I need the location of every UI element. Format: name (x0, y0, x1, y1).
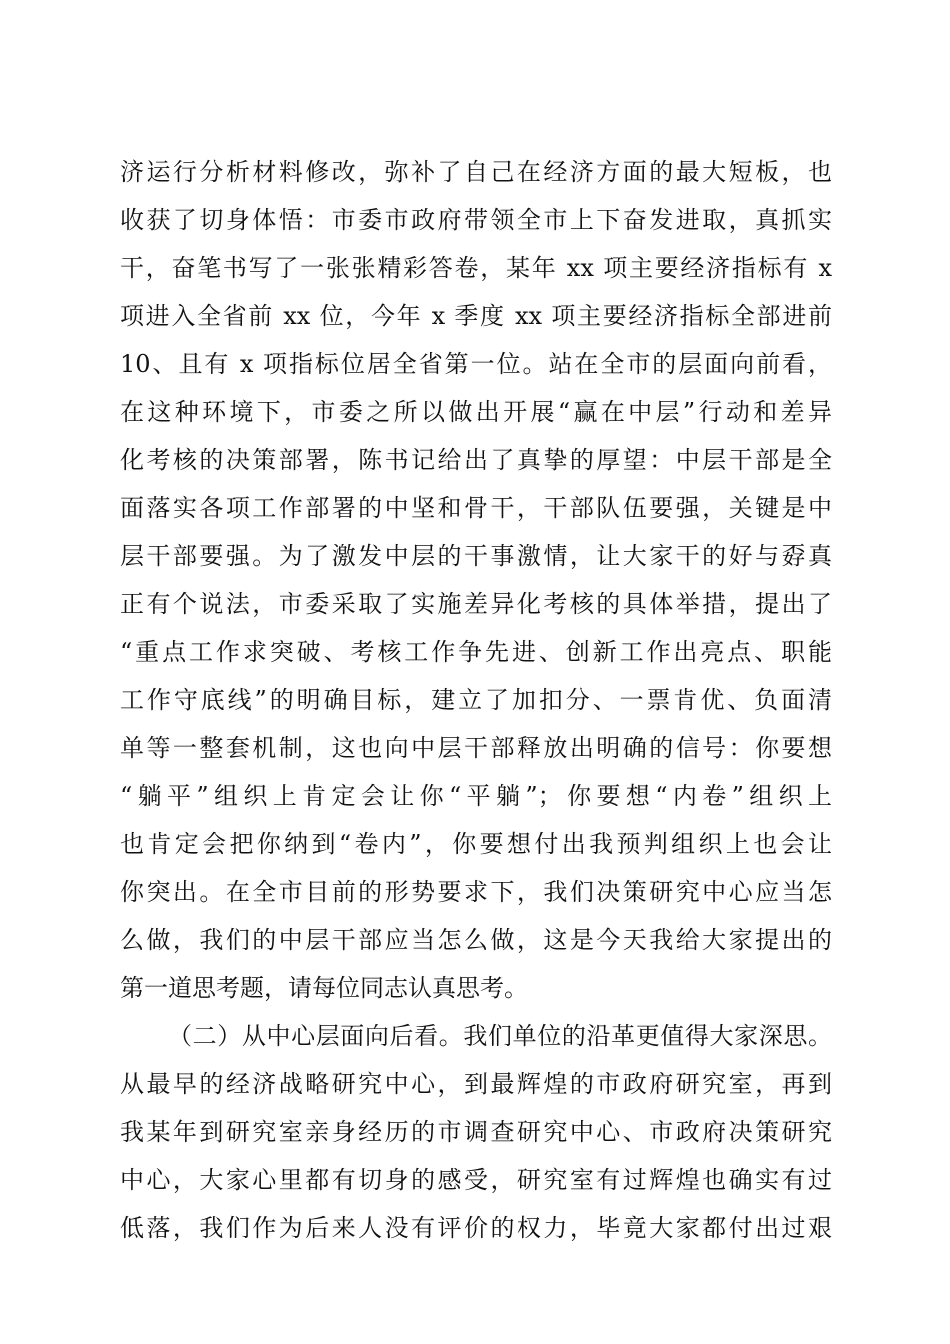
paragraph-end-line: 第一道思考题，请每位同志认真思考。 (120, 974, 528, 1002)
text-line: 层干部要强。为了激发中层的干事激情，让大家干的好与孬真 (120, 542, 832, 570)
text-line: 收获了切身体悟：市委市政府带领全市上下奋发进取，真抓实 (120, 206, 832, 234)
text-line: 项进入全省前 xx 位，今年 x 季度 xx 项主要经济指标全部进前 (120, 302, 832, 330)
text-line: 也肯定会把你纳到“卷内”，你要想付出我预判组织上也会让 (120, 830, 832, 858)
text-line: 面落实各项工作部署的中坚和骨干，干部队伍要强，关键是中 (120, 494, 832, 522)
text-line: 干，奋笔书写了一张张精彩答卷，某年 xx 项主要经济指标有 x (120, 254, 832, 282)
text-line: 化考核的决策部署，陈书记给出了真挚的厚望：中层干部是全 (120, 446, 832, 474)
text-line: 从最早的经济战略研究中心，到最辉煌的市政府研究室，再到 (120, 1070, 832, 1098)
text-line: “躺平”组织上肯定会让你“平躺”；你要想“内卷”组织上 (120, 782, 832, 810)
text-line: 你突出。在全市目前的形势要求下，我们决策研究中心应当怎 (120, 878, 832, 906)
text-line: 正有个说法，市委采取了实施差异化考核的具体举措，提出了 (120, 590, 832, 618)
text-line: 低落，我们作为后来人没有评价的权力，毕竟大家都付出过艰 (120, 1214, 832, 1242)
text-line: 么做，我们的中层干部应当怎么做，这是今天我给大家提出的 (120, 926, 832, 954)
text-line: 10、且有 x 项指标位居全省第一位。站在全市的层面向前看， (120, 350, 832, 378)
text-line: 中心，大家心里都有切身的感受，研究室有过辉煌也确实有过 (120, 1166, 832, 1194)
text-line: 济运行分析材料修改，弥补了自己在经济方面的最大短板，也 (120, 158, 832, 186)
text-line: 单等一整套机制，这也向中层干部释放出明确的信号：你要想 (120, 734, 832, 762)
text-line: “重点工作求突破、考核工作争先进、创新工作出亮点、职能 (120, 638, 832, 666)
text-line: 在这种环境下，市委之所以做出开展“赢在中层”行动和差异 (120, 398, 832, 426)
section-heading-line: （二）从中心层面向后看。我们单位的沿革更值得大家深思。 (168, 1022, 832, 1050)
text-line: 我某年到研究室亲身经历的市调查研究中心、市政府决策研究 (120, 1118, 832, 1146)
body-text (120, 148, 832, 1252)
text-line: 工作守底线”的明确目标，建立了加扣分、一票肯优、负面清 (120, 686, 832, 714)
